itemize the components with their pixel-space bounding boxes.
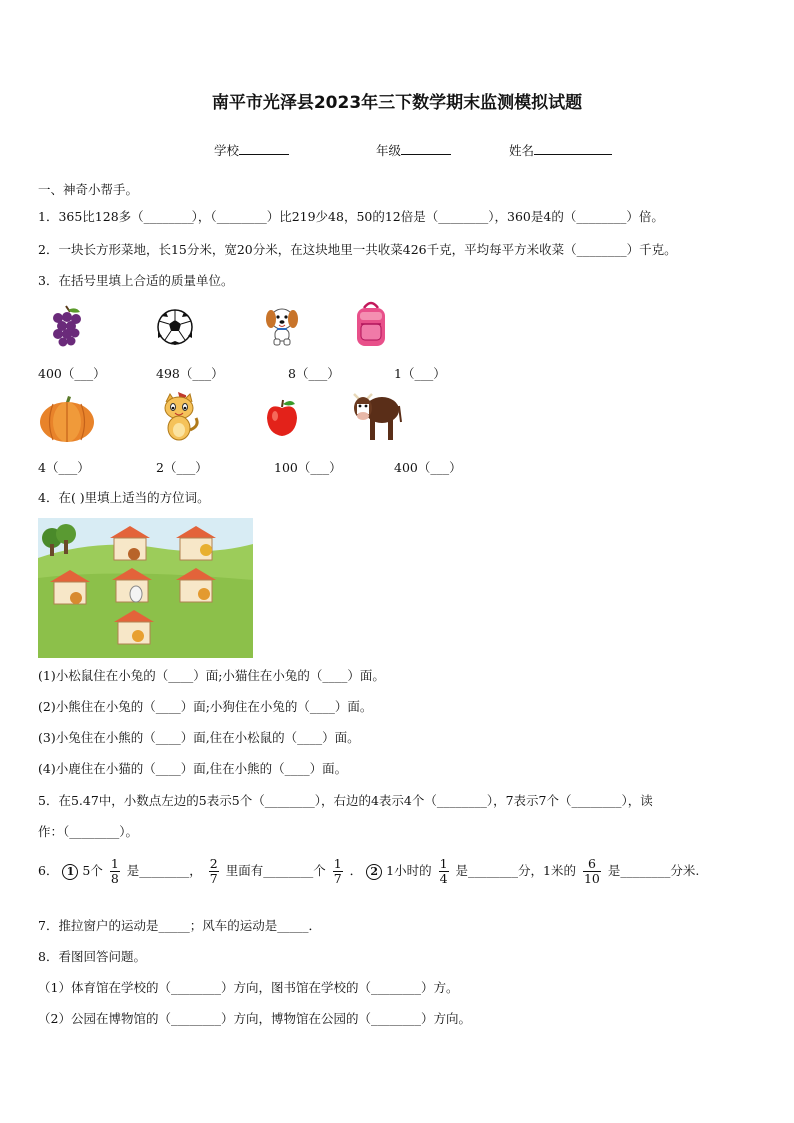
fraction-numerator: 6 bbox=[583, 857, 601, 872]
fraction-numerator: 1 bbox=[439, 856, 448, 871]
question-7: 7．推拉窗户的运动是_____；风车的运动是_____． bbox=[38, 918, 321, 933]
q8-line-1: （1）体育馆在学校的（________）方向，图书馆在学校的（________）方。 bbox=[38, 980, 459, 995]
q2-text-a: 2．一块长方形菜地，长15分米，宽20分米，在这块地里一共收菜426千克，平均每平方米收菜（ bbox=[38, 242, 577, 257]
q6-text-g: 是________分，1米的 bbox=[455, 863, 576, 878]
q1-blank-3[interactable]: ________ bbox=[438, 209, 489, 224]
fraction-numerator: 1 bbox=[110, 856, 119, 871]
apple-icon bbox=[264, 398, 300, 438]
q3-answer-6[interactable]: 2（___） bbox=[156, 460, 208, 475]
question-4-text: 4．在( )里填上适当的方位词。 bbox=[38, 490, 210, 505]
school-blank[interactable] bbox=[239, 142, 289, 155]
fraction-1-7 bbox=[333, 857, 343, 886]
q6-text-c: 是________， bbox=[126, 863, 202, 878]
q2-text-b: ）千克。 bbox=[626, 242, 677, 257]
school-field bbox=[214, 141, 289, 159]
q6-text-d: 里面有________个 bbox=[225, 863, 326, 878]
name-label: 姓名 bbox=[509, 143, 535, 158]
fraction-denominator: 7 bbox=[333, 871, 342, 886]
q3-answer-7[interactable]: 100（___） bbox=[274, 460, 342, 475]
q4-line-2: (2)小熊住在小兔的（____）面;小狗住在小兔的（____）面。 bbox=[38, 699, 373, 714]
q6-text-f: 1小时的 bbox=[386, 863, 432, 878]
q3-answer-2[interactable]: 498（___） bbox=[156, 366, 224, 381]
question-8-text: 8．看图回答问题。 bbox=[38, 949, 146, 964]
q6-text-e: ． bbox=[349, 863, 363, 878]
q5-line-2: 作：（________）。 bbox=[38, 824, 139, 839]
q3-answer-5[interactable]: 4（___） bbox=[38, 460, 90, 475]
school-label: 学校 bbox=[214, 143, 240, 158]
grade-blank[interactable] bbox=[401, 142, 451, 155]
fraction-numerator: 1 bbox=[333, 856, 342, 871]
q3-answer-1[interactable]: 400（___） bbox=[38, 366, 106, 381]
kitten-icon bbox=[158, 390, 202, 444]
q4-line-1: (1)小松鼠住在小兔的（____）面;小猫住在小兔的（____）面。 bbox=[38, 668, 385, 683]
circled-two-icon: 2 bbox=[366, 864, 382, 880]
fraction-denominator: 8 bbox=[110, 871, 119, 886]
q1-blank-2[interactable]: ________ bbox=[216, 209, 267, 224]
fraction-6-10 bbox=[583, 857, 601, 886]
q1-text-b: ），（ bbox=[191, 209, 217, 224]
cow-icon bbox=[350, 388, 402, 446]
fraction-1-8 bbox=[110, 857, 120, 886]
pumpkin-icon bbox=[38, 394, 96, 444]
q6-text-b: 5个 bbox=[82, 863, 103, 878]
q1-text-e: ）倍。 bbox=[626, 209, 664, 224]
q1-blank-4[interactable]: ________ bbox=[576, 209, 627, 224]
q2-blank[interactable]: ________ bbox=[576, 242, 627, 257]
name-field bbox=[509, 141, 612, 159]
q3-answer-4[interactable]: 1（___） bbox=[394, 366, 446, 381]
q4-line-4: (4)小鹿住在小猫的（____）面,住在小熊的（____）面。 bbox=[38, 761, 348, 776]
page-title: 南平市光泽县2023年三下数学期末监测模拟试题 bbox=[211, 93, 583, 113]
village-scene-image bbox=[38, 518, 253, 658]
q8-line-2: （2）公园在博物馆的（________）方向，博物馆在公园的（________）方向。 bbox=[38, 1011, 471, 1026]
fraction-denominator: 4 bbox=[439, 871, 448, 886]
grapes-icon bbox=[48, 304, 84, 350]
q6-text-h: 是________分米. bbox=[607, 863, 700, 878]
fraction-numerator: 2 bbox=[209, 856, 218, 871]
q5-line-1: 5．在5.47中，小数点左边的5表示5个（________），右边的4表示4个（________），7表示7个（________），读 bbox=[38, 793, 653, 808]
name-blank[interactable] bbox=[534, 142, 612, 155]
fraction-1-4 bbox=[439, 857, 449, 886]
q4-line-3: (3)小兔住在小熊的（____）面,住在小松鼠的（____）面。 bbox=[38, 730, 360, 745]
q3-answer-3[interactable]: 8（___） bbox=[288, 366, 340, 381]
q1-text-d: ），360是4的（ bbox=[488, 209, 577, 224]
fraction-denominator: 7 bbox=[209, 871, 218, 886]
question-6 bbox=[38, 857, 699, 886]
fraction-2-7 bbox=[209, 857, 219, 886]
puppy-icon bbox=[262, 303, 302, 349]
q1-text-a: 1．365比128多（ bbox=[38, 209, 144, 224]
q1-text-c: ）比219少48，50的12倍是（ bbox=[266, 209, 439, 224]
q6-number: 6． bbox=[38, 863, 59, 878]
circled-one-icon: 1 bbox=[62, 864, 78, 880]
question-2 bbox=[38, 240, 677, 258]
fraction-denominator: 10 bbox=[583, 871, 600, 886]
question-3-text: 3．在括号里填上合适的质量单位。 bbox=[38, 273, 234, 288]
section-heading: 一、神奇小帮手。 bbox=[38, 182, 139, 197]
q3-answer-8[interactable]: 400（___） bbox=[394, 460, 462, 475]
soccer-ball-icon bbox=[156, 308, 194, 346]
q1-blank-1[interactable]: ________ bbox=[143, 209, 194, 224]
grade-field bbox=[376, 141, 451, 159]
backpack-icon bbox=[354, 300, 388, 348]
grade-label: 年级 bbox=[376, 143, 402, 158]
question-1 bbox=[38, 207, 664, 225]
